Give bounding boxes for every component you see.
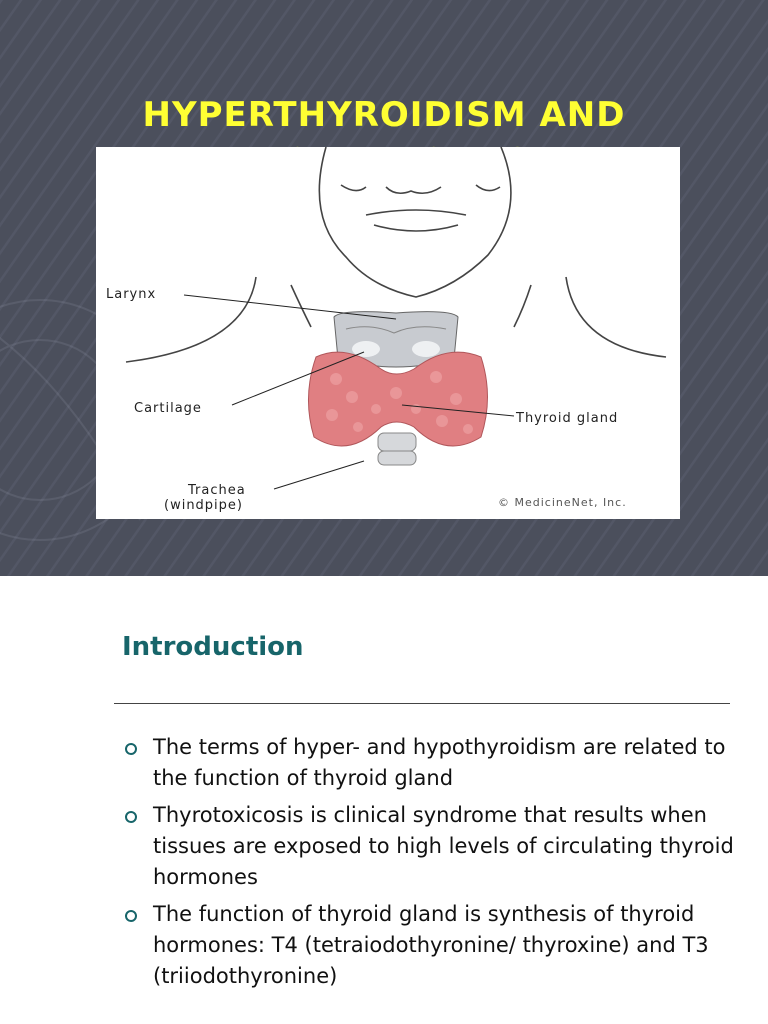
label-thyroid-gland: Thyroid gland — [516, 411, 619, 426]
title-line-1: HYPERTHYROIDISM AND — [142, 95, 626, 135]
bullet-item — [122, 800, 742, 893]
slide-heading: Introduction — [122, 632, 304, 662]
bullet-text: The terms of hyper- and hypothyroidism are related to the function of thyroid gland — [153, 735, 726, 790]
heading-divider — [114, 703, 730, 704]
bullet-text: The function of thyroid gland is synthesis of thyroid hormones: T4 (tetraiodothyronine/ thyroxine) and T3 (triiodothyronine) — [153, 902, 709, 988]
bullet-circle-icon — [125, 910, 137, 922]
bullet-text: Thyrotoxicosis is clinical syndrome that results when tissues are exposed to high levels of circulating thyroid hormones — [153, 803, 734, 889]
bullet-list — [122, 732, 742, 998]
label-larynx: Larynx — [106, 287, 157, 302]
label-trachea: Trachea — [188, 483, 246, 498]
bullet-circle-icon — [125, 811, 137, 823]
bullet-circle-icon — [125, 743, 137, 755]
copyright-text: © MedicineNet, Inc. — [498, 496, 627, 509]
bullet-item — [122, 899, 742, 992]
trachea-shape — [378, 433, 416, 465]
label-windpipe: (windpipe) — [164, 498, 243, 513]
bullet-item — [122, 732, 742, 794]
thyroid-diagram — [96, 147, 680, 519]
label-cartilage: Cartilage — [134, 401, 202, 416]
introduction-slide — [0, 576, 768, 1024]
